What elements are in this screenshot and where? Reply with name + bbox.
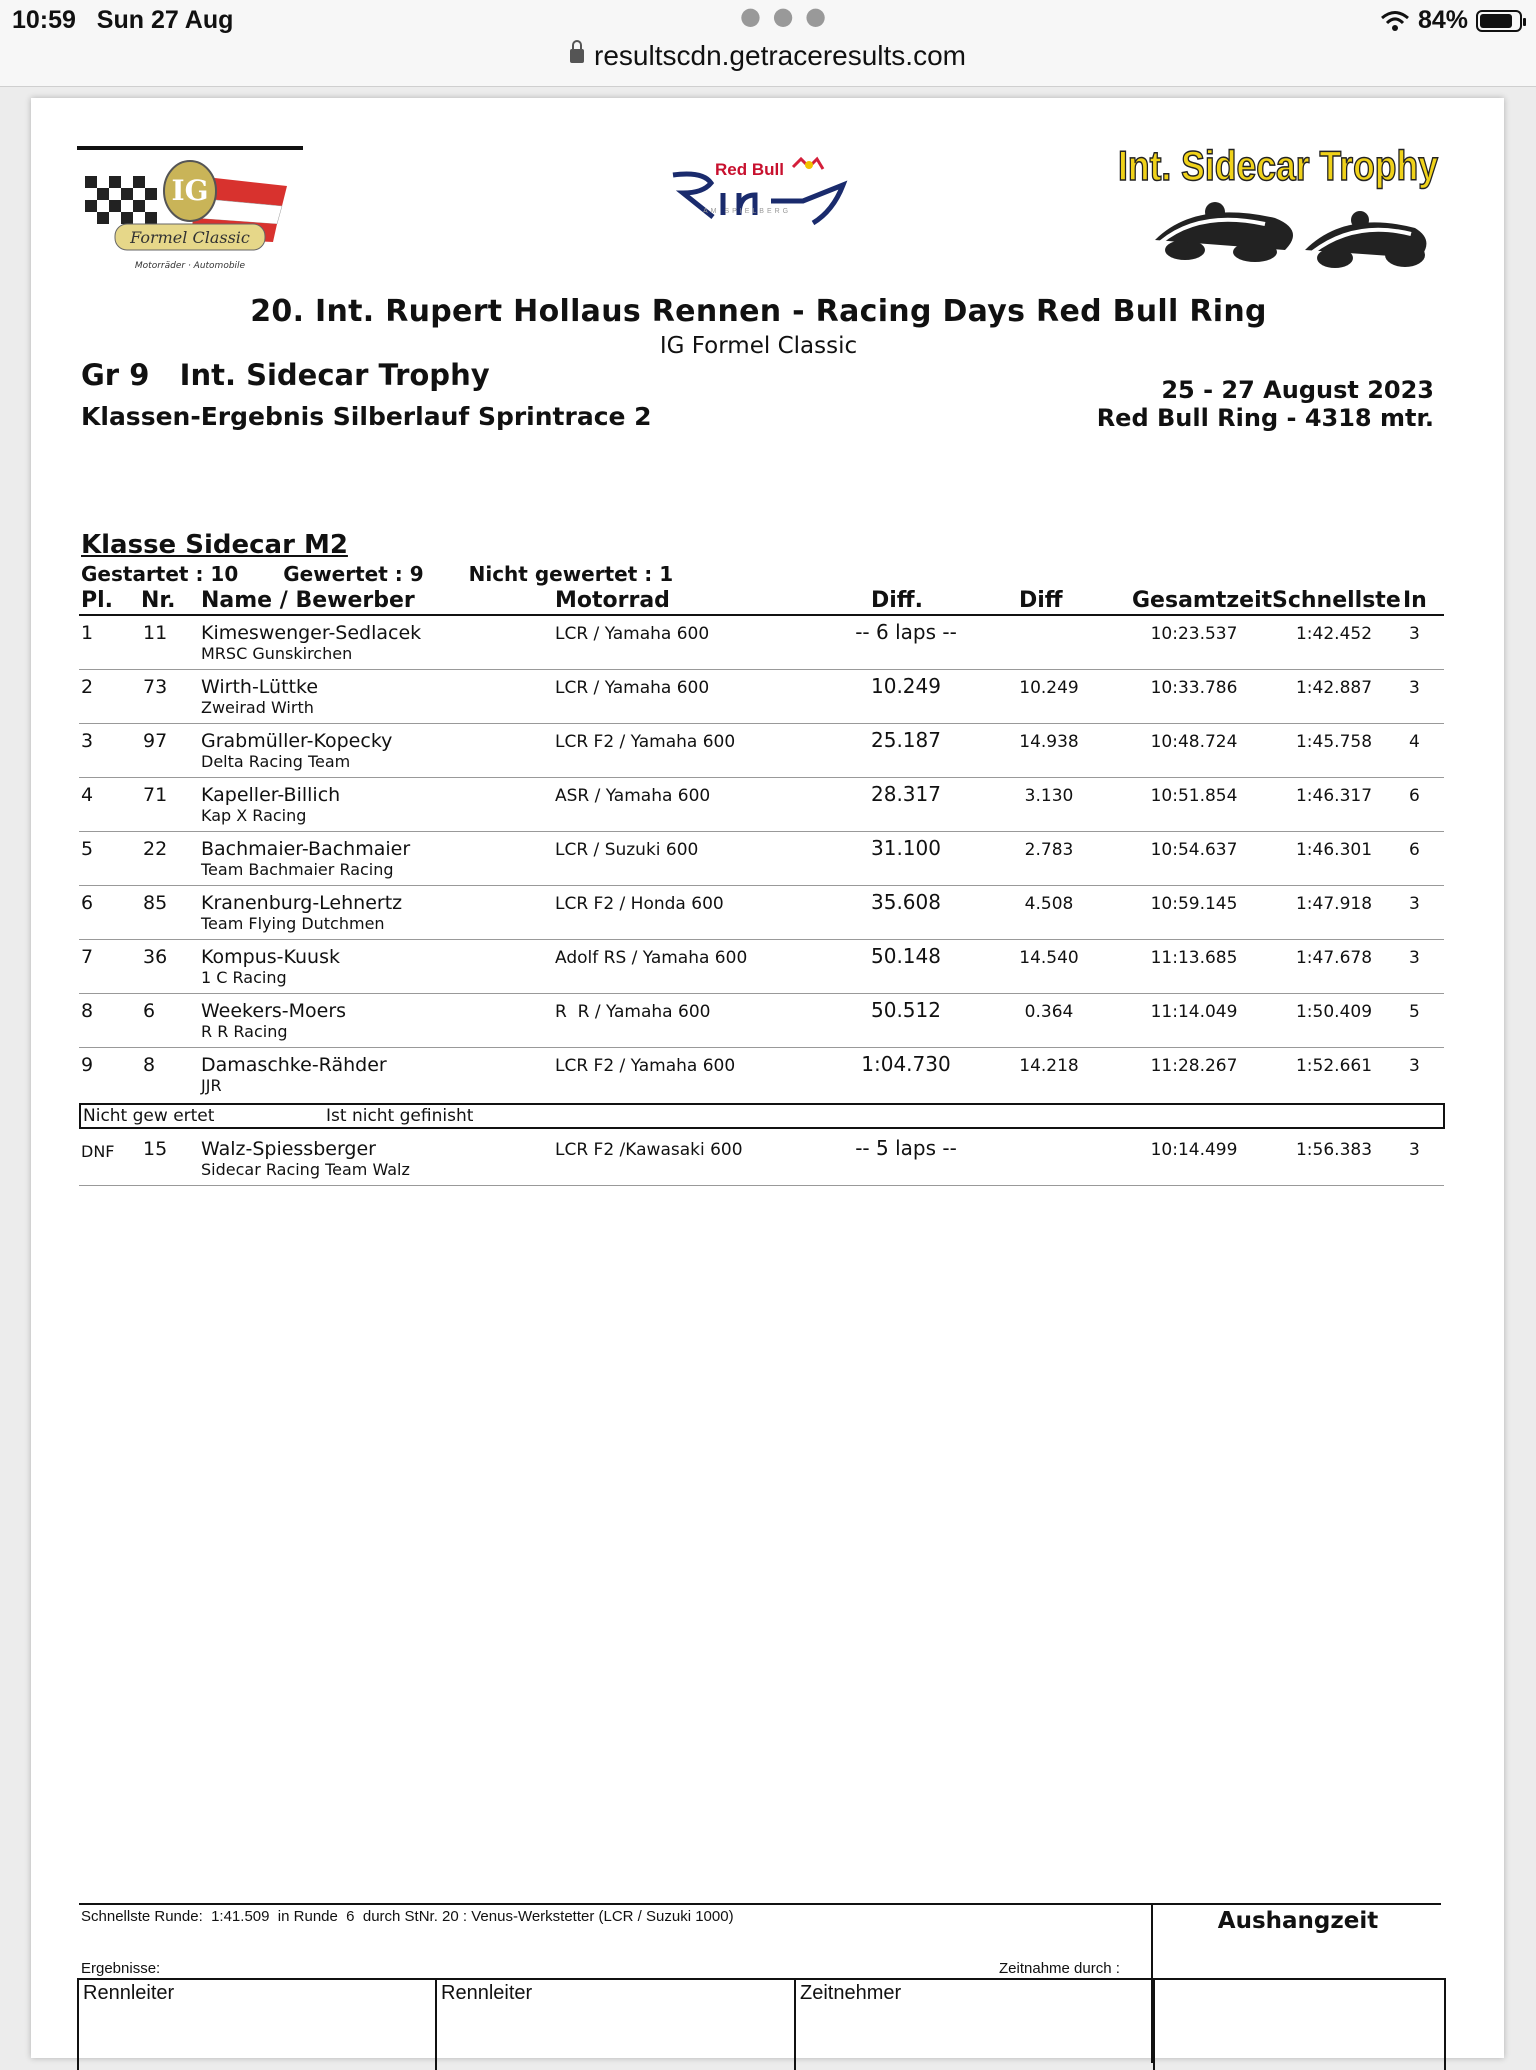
cell-diff1: 35.608 [871,890,941,914]
col-in: In [1403,588,1427,613]
event-title: 20. Int. Rupert Hollaus Rennen - Racing Days Red Bull Ring [250,294,1267,329]
table-row [79,616,1444,670]
cell-total: 10:48.724 [1150,732,1238,752]
cell-nr: 11 [143,622,168,644]
cell-name: Weekers-Moers [201,1000,347,1022]
signature-zeitnehmer: Zeitnehmer [796,1980,1155,2070]
cell-pl: 9 [81,1054,94,1076]
cell-fastest: 1:46.317 [1295,786,1373,806]
red-bull-ring-logo [663,153,883,233]
table-row [79,1048,1444,1101]
cell-name: Kranenburg-Lehnertz [201,892,403,914]
cell-diff1: 50.512 [871,998,941,1022]
cell-total: 10:33.786 [1150,678,1238,698]
cell-diff1: 31.100 [871,836,941,860]
cell-diff1: 10.249 [871,674,941,698]
cell-name: Kompus-Kuusk [201,946,341,968]
col-pl: Pl. [81,588,114,613]
cell-pl: 7 [81,946,94,968]
organizer: IG Formel Classic [659,333,858,359]
cell-bike: LCR F2 / Yamaha 600 [555,1056,736,1076]
address-bar[interactable] [0,40,1536,72]
ios-status-bar [0,0,1536,87]
cell-pl: 8 [81,1000,94,1022]
table-row-dnf [79,1132,1444,1186]
cell-bike: LCR / Suzuki 600 [555,840,699,860]
cell-in: 6 [1409,786,1420,806]
cell-team: Delta Racing Team [201,752,351,771]
cell-team: MRSC Gunskirchen [201,644,353,663]
cell-name: Kapeller-Billich [201,784,341,806]
cell-fastest: 1:47.918 [1295,894,1373,914]
col-gesamtzeit: Gesamtzeit [1132,588,1273,613]
cell-name: Damaschke-Rähder [201,1054,387,1076]
status-time: 10:59 [12,6,76,34]
status-time-date [12,6,233,35]
cell-in: 4 [1409,732,1420,752]
result-title: Klassen-Ergebnis Silberlauf Sprintrace 2 [81,402,652,431]
group-title: Gr 9 Int. Sidecar Trophy [81,358,490,392]
signature-rennleiter-2: Rennleiter [437,1980,796,2070]
not-classified-label: Nicht gew ertet [83,1106,215,1126]
logo-ig-initials: IG [171,174,209,207]
cell-diff2: 14.540 [1019,948,1079,968]
cell-total: 10:14.499 [1150,1140,1238,1160]
cell-team: 1 C Racing [201,968,287,987]
table-row [79,724,1444,778]
cell-diff2: 4.508 [1024,894,1074,914]
col-diff1: Diff. [871,588,923,613]
not-classified-reason: Ist nicht gefinisht [326,1106,474,1126]
cell-bike: Adolf RS / Yamaha 600 [555,948,748,968]
signature-rennleiter-1: Rennleiter [79,1980,437,2070]
cell-pl: 2 [81,676,94,698]
results-document [31,98,1504,2058]
aushangzeit-label: Aushangzeit [1217,1908,1379,1934]
cell-nr: 71 [143,784,168,806]
cell-total: 11:13.685 [1150,948,1238,968]
table-row [79,940,1444,994]
cell-nr: 97 [143,730,168,752]
cell-nr: 8 [143,1054,156,1076]
table-row [79,994,1444,1048]
classified-count: Gewertet : 9 [283,562,424,586]
footer-divider [79,1903,1441,1905]
logo-spielberg-text: AM SPIELBERG [703,208,792,215]
cell-diff1: 50.148 [871,944,941,968]
cell-fastest: 1:52.661 [1295,1056,1373,1076]
cell-in: 6 [1409,840,1420,860]
cell-diff1: -- 6 laps -- [855,620,957,644]
cell-team: Team Bachmaier Racing [201,860,394,879]
class-counts [81,562,711,586]
cell-nr: 36 [143,946,168,968]
int-sidecar-trophy-logo [1115,140,1442,274]
cell-in: 3 [1409,1056,1420,1076]
cell-pl: 5 [81,838,94,860]
cell-fastest: 1:47.678 [1295,948,1373,968]
cell-bike: LCR F2 /Kawasaki 600 [555,1140,743,1160]
table-row [79,886,1444,940]
cell-in: 3 [1409,678,1420,698]
cell-name: Grabmüller-Kopecky [201,730,393,752]
cell-diff2: 2.783 [1024,840,1074,860]
cell-diff1: -- 5 laps -- [855,1136,957,1160]
url-text[interactable]: resultscdn.getraceresults.com [594,40,966,71]
cell-diff2: 14.218 [1019,1056,1079,1076]
cell-diff1: 1:04.730 [861,1052,951,1076]
cell-team: Zweirad Wirth [201,698,314,717]
cell-fastest: 1:56.383 [1295,1140,1373,1160]
cell-pl: 3 [81,730,94,752]
fastest-lap-info: Schnellste Runde: 1:41.509 in Runde 6 durch StNr. 20 : Venus-Werkstetter (LCR / Suzuki 1000) [81,1908,734,1925]
cell-bike: ASR / Yamaha 600 [555,786,711,806]
cell-total: 10:51.854 [1150,786,1238,806]
not-classified-count: Nicht gewertet : 1 [468,562,674,586]
event-dates: 25 - 27 August 2023 [1161,376,1434,404]
col-schnellste: Schnellste [1272,588,1401,613]
cell-in: 3 [1409,1140,1420,1160]
cell-nr: 85 [143,892,168,914]
cell-team: JJR [201,1076,222,1095]
cell-diff1: 25.187 [871,728,941,752]
battery-percent: 84% [1417,6,1468,34]
cell-team: R R Racing [201,1022,288,1041]
results-table-body [79,616,1444,1101]
table-row [79,832,1444,886]
cell-diff1: 28.317 [871,782,941,806]
col-name: Name / Bewerber [201,588,415,613]
cell-nr: 73 [143,676,168,698]
table-row [79,778,1444,832]
cell-in: 3 [1409,948,1420,968]
cell-team: Sidecar Racing Team Walz [201,1160,410,1179]
cell-diff2: 14.938 [1019,732,1079,752]
cell-fastest: 1:42.452 [1295,624,1373,644]
cell-name: Kimeswenger-Sedlacek [201,622,422,644]
cell-bike: LCR / Yamaha 600 [555,624,710,644]
cell-bike: LCR F2 / Yamaha 600 [555,732,736,752]
track-info: Red Bull Ring - 4318 mtr. [1096,404,1434,432]
started-count: Gestartet : 10 [81,562,239,586]
cell-nr: 22 [143,838,168,860]
logo-formel-classic-text: Formel Classic [130,228,250,247]
battery-icon [1476,10,1522,32]
cell-fastest: 1:46.301 [1295,840,1373,860]
cell-pl: 6 [81,892,94,914]
cell-bike: LCR / Yamaha 600 [555,678,710,698]
cell-total: 11:14.049 [1150,1002,1238,1022]
cell-fastest: 1:45.758 [1295,732,1373,752]
signature-table [77,1978,1446,2070]
cell-name: Wirth-Lüttke [201,676,319,698]
cell-fastest: 1:42.887 [1295,678,1373,698]
wifi-icon [1380,10,1410,32]
cell-total: 10:59.145 [1150,894,1238,914]
cell-name: Walz-Spiessberger [201,1138,376,1160]
cell-total: 10:54.637 [1150,840,1238,860]
cell-team: Kap X Racing [201,806,307,825]
col-diff2: Diff [1019,588,1063,613]
cell-in: 3 [1409,624,1420,644]
class-title: Klasse Sidecar M2 [81,530,348,560]
ergebnisse-label: Ergebnisse: [81,1960,161,1977]
cell-name: Bachmaier-Bachmaier [201,838,411,860]
table-row [79,670,1444,724]
not-classified-header [79,1103,1445,1129]
cell-bike: R R / Yamaha 600 [555,1002,711,1022]
cell-nr: 6 [143,1000,156,1022]
status-right [1380,6,1522,35]
dnf-table-body [79,1132,1444,1186]
cell-total: 10:23.537 [1150,624,1238,644]
cell-pl: DNF [81,1142,115,1161]
multitask-dots-icon[interactable]: ● ● ● [740,2,829,30]
cell-bike: LCR F2 / Honda 600 [555,894,724,914]
cell-in: 5 [1409,1002,1420,1022]
ig-formel-classic-logo [77,146,303,276]
cell-pl: 4 [81,784,94,806]
cell-diff2: 3.130 [1024,786,1074,806]
cell-diff2: 0.364 [1024,1002,1074,1022]
lock-icon [570,49,584,63]
logo-sidecar-trophy-text: Int. Sidecar Trophy [1118,142,1439,189]
zeitnahme-label: Zeitnahme durch : [999,1960,1120,1977]
cell-in: 3 [1409,894,1420,914]
cell-fastest: 1:50.409 [1295,1002,1373,1022]
cell-total: 11:28.267 [1150,1056,1238,1076]
logo-motorraeder-text: Motorräder · Automobile [134,261,246,271]
cell-team: Team Flying Dutchmen [201,914,385,933]
cell-diff2: 10.249 [1019,678,1079,698]
cell-pl: 1 [81,622,94,644]
col-nr: Nr. [141,588,176,613]
logo-redbull-text: Red Bull [715,160,784,179]
col-motorrad: Motorrad [555,588,670,613]
status-date: Sun 27 Aug [96,6,234,34]
results-table-header [79,588,1444,616]
cell-nr: 15 [143,1138,168,1160]
